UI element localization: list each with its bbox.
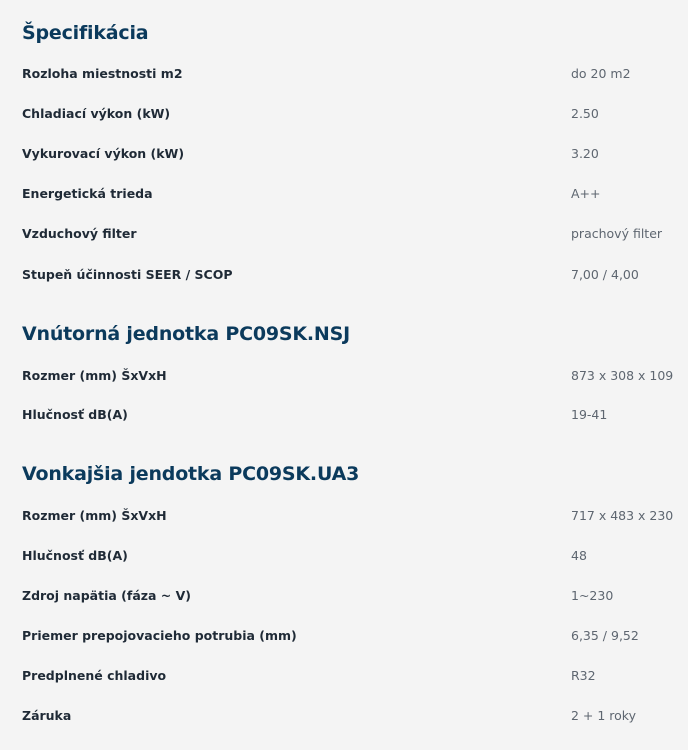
spec-label: Chladiací výkon (kW) <box>22 106 171 121</box>
spec-label: Záruka <box>22 708 72 723</box>
spec-label: Priemer prepojovacieho potrubia (mm) <box>22 628 297 643</box>
spec-value: R32 <box>571 668 596 683</box>
spec-value: 19-41 <box>571 407 608 422</box>
spec-label: Rozmer (mm) ŠxVxH <box>22 368 167 383</box>
spec-row <box>0 224 688 244</box>
spec-row <box>0 144 688 164</box>
spec-label: Vzduchový filter <box>22 226 137 241</box>
spec-row <box>0 666 688 686</box>
spec-row <box>0 184 688 204</box>
section-title-specification: Špecifikácia <box>22 22 149 44</box>
spec-value: prachový filter <box>571 226 663 241</box>
spec-label: Stupeň účinnosti SEER / SCOP <box>22 267 233 282</box>
spec-row <box>0 586 688 606</box>
spec-row <box>0 626 688 646</box>
spec-row <box>0 104 688 124</box>
spec-value: do 20 m2 <box>571 66 631 81</box>
spec-row <box>0 265 688 285</box>
spec-value: 7,00 / 4,00 <box>571 267 639 282</box>
spec-row <box>0 405 688 425</box>
spec-value: 873 x 308 x 109 <box>571 368 674 383</box>
spec-value: 2 + 1 roky <box>571 708 637 723</box>
spec-value: 6,35 / 9,52 <box>571 628 639 643</box>
spec-value: 2.50 <box>571 106 599 121</box>
spec-label: Rozmer (mm) ŠxVxH <box>22 508 167 523</box>
spec-value: 3.20 <box>571 146 599 161</box>
spec-row <box>0 64 688 84</box>
spec-label: Energetická trieda <box>22 186 153 201</box>
spec-value: 48 <box>571 548 587 563</box>
spec-row <box>0 506 688 526</box>
spec-value: 1~230 <box>571 588 614 603</box>
spec-label: Vykurovací výkon (kW) <box>22 146 185 161</box>
spec-row <box>0 546 688 566</box>
spec-value: 717 x 483 x 230 <box>571 508 674 523</box>
spec-label: Predplnené chladivo <box>22 668 167 683</box>
spec-value: A++ <box>571 186 601 201</box>
spec-label: Hlučnosť dB(A) <box>22 407 128 422</box>
spec-row <box>0 366 688 386</box>
spec-row <box>0 706 688 726</box>
section-title-outdoor-unit: Vonkajšia jendotka PC09SK.UA3 <box>22 463 360 485</box>
spec-label: Zdroj napätia (fáza ~ V) <box>22 588 192 603</box>
spec-label: Rozloha miestnosti m2 <box>22 66 183 81</box>
spec-label: Hlučnosť dB(A) <box>22 548 128 563</box>
section-title-indoor-unit: Vnútorná jednotka PC09SK.NSJ <box>22 323 350 345</box>
